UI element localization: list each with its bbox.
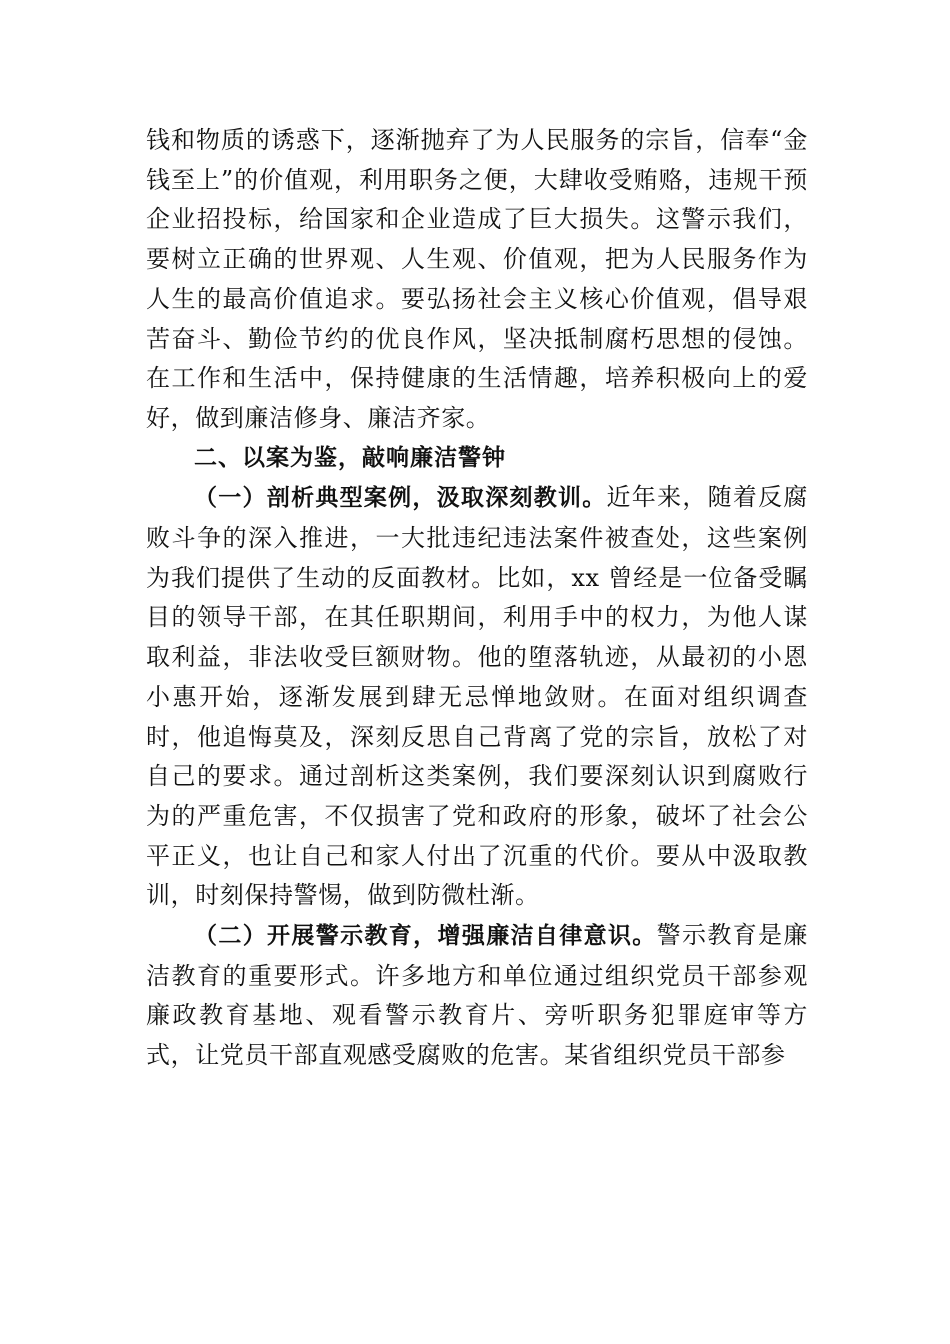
section-heading: 二、以案为鉴，敲响廉洁警钟	[194, 444, 506, 471]
paragraph-text: 钱和物质的诱惑下，逐渐抛弃了为人民服务的宗旨，信奉“金钱至上”的价值观，利用职务之便，大肆收受贿赂，违规干预企业招投标，给国家和企业造成了巨大损失。这警示我们，要树立正确的世界观、人生观、价值观，把为人民服务作为人生的最高价值追求。要弘扬社会主义核心价值观，倡导艰苦奋斗、勤俭节约的优良作风，坚决抵制腐朽思想的侵蚀。在工作和生活中，保持健康的生活情趣，培养积极向上的爱好，做到廉洁修身、廉洁齐家。	[146, 126, 808, 432]
body-paragraph	[146, 478, 808, 916]
paragraph-text: 警示教育是廉洁教育的重要形式。许多地方和单位通过组织党员干部参观廉政教育基地、观看警示教育片、旁听职务犯罪庭审等方式，让党员干部直观感受腐败的危害。某省组织党员干部参	[146, 921, 808, 1070]
paragraph-text: 近年来，随着反腐败斗争的深入推进，一大批违纪违法案件被查处，这些案例为我们提供了生动的反面教材。比如，xx 曾经是一位备受瞩目的领导干部，在其任职期间，利用手中的权力，为他人谋取利益，非法收受巨额财物。他的堕落轨迹，从最初的小恩小惠开始，逐渐发展到肆无忌惮地敛财。在面对组织调查时，他追悔莫及，深刻反思自己背离了党的宗旨，放松了对自己的要求。通过剖析这类案例，我们要深刻认识到腐败行为的严重危害，不仅损害了党和政府的形象，破坏了社会公平正义，也让自己和家人付出了沉重的代价。要从中汲取教训，时刻保持警惕，做到防微杜渐。	[146, 483, 808, 910]
paragraph-lead: （一）剖析典型案例，汲取深刻教训。	[194, 485, 607, 512]
document-body	[146, 121, 808, 1076]
paragraph-lead: （二）开展警示教育，增强廉洁自律意识。	[194, 923, 657, 950]
body-paragraph	[146, 916, 808, 1076]
body-paragraph	[146, 121, 808, 439]
